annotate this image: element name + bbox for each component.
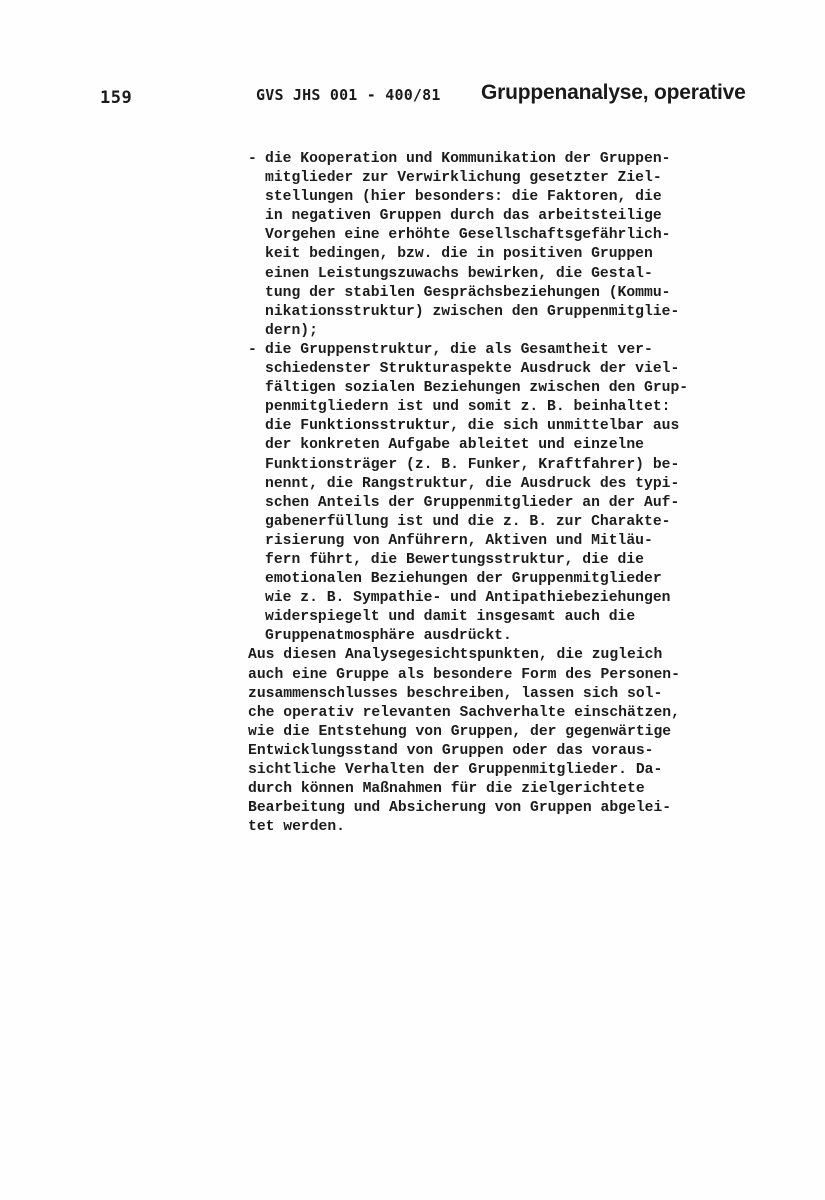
- text-line: tet werden.: [248, 819, 345, 836]
- text-line: die Funktionsstruktur, die sich unmittelbar aus: [265, 418, 680, 435]
- text-line: schiedenster Strukturaspekte Ausdruck der viel-: [265, 361, 680, 378]
- text-line: fern führt, die Bewertungsstruktur, die die: [265, 551, 644, 568]
- text-line: Funktionsträger (z. B. Funker, Kraftfahrer) be-: [265, 456, 680, 473]
- text-line: die Gruppenstruktur, die als Gesamtheit ver-: [265, 341, 653, 358]
- text-line: einen Leistungszuwachs bewirken, die Gestal-: [265, 265, 653, 282]
- text-line: zusammenschlusses beschreiben, lassen sich sol-: [248, 685, 663, 702]
- document-reference: GVS JHS 001 - 400/81: [256, 86, 441, 104]
- summary-paragraph: [248, 646, 768, 837]
- text-line: sichtliche Verhalten der Gruppenmitglieder. Da-: [248, 762, 663, 778]
- text-line: dern);: [265, 322, 318, 339]
- text-line: durch können Maßnahmen für die zielgerichtete: [248, 781, 645, 798]
- text-line: in negativen Gruppen durch das arbeitsteilige: [265, 208, 662, 225]
- text-line: schen Anteils der Gruppenmitglieder an der Auf-: [265, 494, 680, 511]
- text-line: widerspiegelt und damit insgesamt auch die: [265, 609, 636, 626]
- text-line: die Kooperation und Kommunikation der Gruppen-: [265, 151, 671, 167]
- text-line: Gruppenatmosphäre ausdrückt.: [265, 628, 512, 645]
- entry-headword: Gruppenanalyse, operative: [481, 81, 746, 104]
- text-line: der konkreten Aufgabe ableitet und einzelne: [265, 437, 644, 454]
- text-line: gabenerfüllung ist und die z. B. zur Charakte-: [265, 513, 671, 530]
- page-number: 159: [100, 88, 133, 108]
- text-line: keit bedingen, bzw. die in positiven Gruppen: [265, 246, 653, 263]
- list-item: [248, 341, 768, 647]
- text-line: Vorgehen eine erhöhte Gesellschaftsgefährlich-: [265, 227, 671, 244]
- text-line: Bearbeitung und Absicherung von Gruppen abgelei-: [248, 800, 672, 817]
- text-line: nennt, die Rangstruktur, die Ausdruck des typi-: [265, 475, 680, 492]
- text-line: wie z. B. Sympathie- und Antipathiebeziehungen: [265, 590, 671, 607]
- text-line: auch eine Gruppe als besondere Form des Personen-: [248, 666, 680, 683]
- text-line: che operativ relevanten Sachverhalte einschätzen,: [248, 704, 680, 721]
- text-line: fältigen sozialen Beziehungen zwischen den Grup-: [265, 380, 689, 397]
- text-line: Entwicklungsstand von Gruppen oder das voraus-: [248, 742, 654, 759]
- list-item-dash: -: [248, 341, 257, 358]
- text-line: mitglieder zur Verwirklichung gesetzter Ziel-: [265, 170, 662, 187]
- text-line: tung der stabilen Gesprächsbeziehungen (Kommu-: [265, 284, 671, 301]
- text-line: emotionalen Beziehungen der Gruppenmitglieder: [265, 571, 662, 588]
- text-line: penmitgliedern ist und somit z. B. beinhaltet:: [265, 399, 671, 416]
- entry-body: [248, 150, 768, 837]
- text-line: Aus diesen Analysegesichtspunkten, die zugleich: [248, 647, 663, 664]
- text-line: risierung von Anführern, Aktiven und Mitläu-: [265, 532, 653, 549]
- text-line: stellungen (hier besonders: die Faktoren, die: [265, 189, 662, 206]
- text-line: nikationsstruktur) zwischen den Gruppenmitglie-: [265, 303, 680, 320]
- list-item-dash: -: [248, 151, 257, 167]
- text-line: wie die Entstehung von Gruppen, der gegenwärtige: [248, 723, 672, 740]
- list-item: [248, 150, 768, 341]
